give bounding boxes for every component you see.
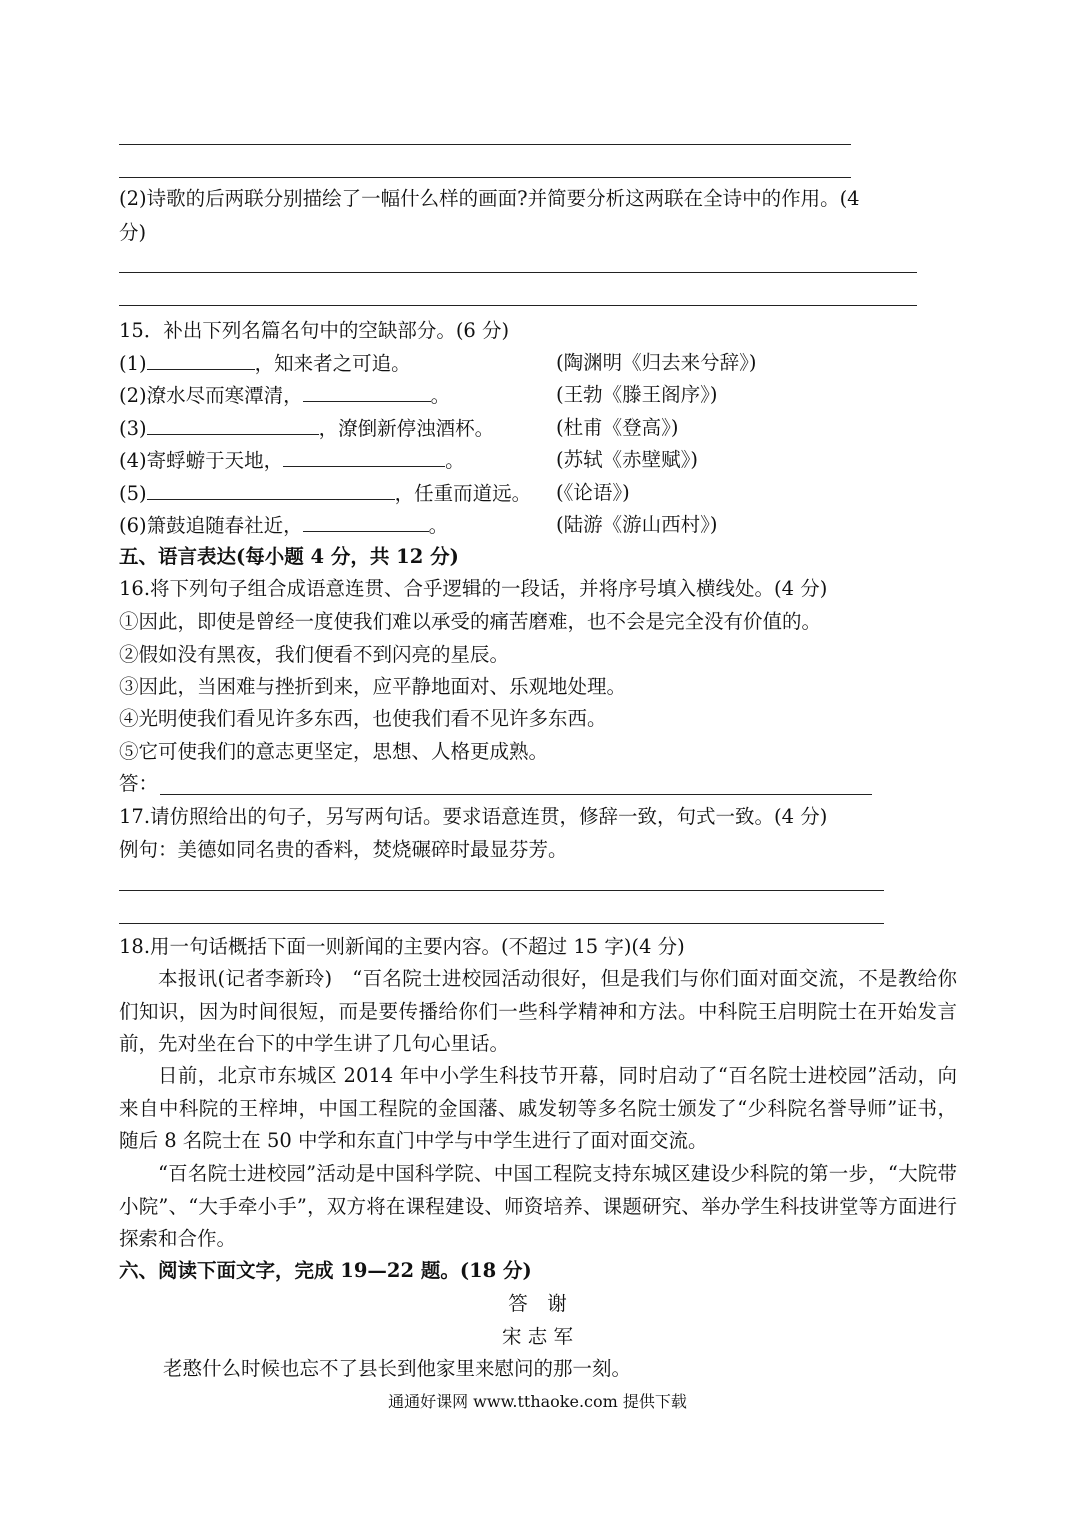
answer-line xyxy=(119,272,917,273)
q15-item-2 xyxy=(119,383,450,408)
q15-item-6 xyxy=(119,513,448,538)
q15-source-4: (苏轼《赤壁赋》) xyxy=(556,448,698,471)
news-paragraph-3: “百名院士进校园”活动是中国科学院、中国工程院支持东城区建设少科院的第一步，“大院带小院”、“大手牵小手”，双方将在课程建设、师资培养、课题研究、举办学生科技讲堂等方面进行探索和合作。 xyxy=(119,1162,957,1250)
item-suffix: ，知来者之可追。 xyxy=(254,352,411,375)
article-first-line: 老憨什么时候也忘不了县长到他家里来慰问的那一刻。 xyxy=(163,1357,632,1380)
q18-heading: 18.用一句话概括下面一则新闻的主要内容。(不超过 15 字)(4 分) xyxy=(119,935,685,958)
fill-blank[interactable] xyxy=(147,416,319,435)
answer-line[interactable] xyxy=(119,890,884,891)
q16-heading: 16.将下列句子组合成语意连贯、合乎逻辑的一段话，并将序号填入横线处。(4 分) xyxy=(119,577,828,600)
item-suffix: 。 xyxy=(428,514,449,537)
item-prefix: (6)箫鼓追随春社近， xyxy=(119,514,303,537)
item-prefix: (1) xyxy=(119,352,147,375)
item-prefix: (2)潦水尽而寒潭清， xyxy=(119,384,303,407)
item-prefix: (4)寄蜉蝣于天地， xyxy=(119,449,284,472)
fill-blank[interactable] xyxy=(147,481,395,500)
q16-sentence-5: ⑤它可使我们的意志更坚定，思想、人格更成熟。 xyxy=(119,740,549,763)
answer-line[interactable] xyxy=(119,923,884,924)
news-paragraph-1: 本报讯(记者李新玲) “百名院士进校园活动很好，但是我们与你们面对面交流，不是教给你们知识，因为时间很短，而是要传播给你们一些科学精神和方法。中科院王启明院士在开始发言前，先对坐在台下的中学生讲了几句心里话。 xyxy=(119,967,957,1055)
item-suffix: 。 xyxy=(430,384,451,407)
q15-item-1 xyxy=(119,351,411,376)
q15-source-6: (陆游《游山西村》) xyxy=(556,513,718,536)
q15-item-4 xyxy=(119,448,465,473)
article-title: 答 谢 xyxy=(508,1292,567,1315)
item-suffix: 。 xyxy=(445,449,465,472)
q16-answer-line[interactable] xyxy=(160,794,872,795)
page-footer: 通通好课网 www.tthaoke.com 提供下载 xyxy=(388,1392,687,1411)
q14-2-line2: 分) xyxy=(119,221,147,244)
fill-blank[interactable] xyxy=(283,448,445,467)
q15-item-3 xyxy=(119,416,494,441)
answer-line xyxy=(119,144,851,145)
q15-item-5 xyxy=(119,481,531,506)
q17-example: 例句：美德如同名贵的香料，焚烧碾碎时最显芬芳。 xyxy=(119,838,568,861)
item-suffix: ，任重而道远。 xyxy=(394,482,532,505)
q16-sentence-4: ④光明使我们看见许多东西，也使我们看不见许多东西。 xyxy=(119,707,607,730)
item-prefix: (5) xyxy=(119,482,147,505)
q15-heading: 15．补出下列名篇名句中的空缺部分。(6 分) xyxy=(119,319,510,342)
article-author: 宋 志 军 xyxy=(502,1325,573,1348)
section6-heading: 六、阅读下面文字，完成 19—22 题。(18 分) xyxy=(119,1259,532,1282)
q15-source-5: (《论语》) xyxy=(556,481,630,504)
q17-heading: 17.请仿照给出的句子，另写两句话。要求语意连贯，修辞一致，句式一致。(4 分) xyxy=(119,805,828,828)
news-paragraph-2: 日前，北京市东城区 2014 年中小学生科技节开幕，同时启动了“百名院士进校园”活动，向来自中科院的王梓坤，中国工程院的金国藩、戚发轫等多名院士颁发了“少科院名誉导师”证书，随后 8 名院士在 50 中学和东直门中学与中学生进行了面对面交流。 xyxy=(119,1064,957,1152)
q16-sentence-2: ②假如没有黑夜，我们便看不到闪亮的星辰。 xyxy=(119,643,510,666)
q15-source-3: (杜甫《登高》) xyxy=(556,416,679,439)
item-prefix: (3) xyxy=(119,417,147,440)
answer-line xyxy=(119,305,917,306)
answer-line xyxy=(119,177,851,178)
q16-sentence-3: ③因此，当困难与挫折到来，应平静地面对、乐观地处理。 xyxy=(119,675,627,698)
section5-heading: 五、语言表达(每小题 4 分，共 12 分) xyxy=(119,545,459,568)
fill-blank[interactable] xyxy=(147,351,255,370)
fill-blank[interactable] xyxy=(303,513,429,532)
q14-2-line1: (2)诗歌的后两联分别描绘了一幅什么样的画面?并简要分析这两联在全诗中的作用。(4 xyxy=(119,187,860,210)
q16-sentence-1: ①因此，即使是曾经一度使我们难以承受的痛苦磨难，也不会是完全没有价值的。 xyxy=(119,610,822,633)
q16-answer-label: 答： xyxy=(119,772,159,795)
item-suffix: ，潦倒新停浊酒杯。 xyxy=(318,417,495,440)
q15-source-1: (陶渊明《归去来兮辞》) xyxy=(556,351,757,374)
fill-blank[interactable] xyxy=(303,383,431,402)
q15-source-2: (王勃《滕王阁序》) xyxy=(556,383,718,406)
